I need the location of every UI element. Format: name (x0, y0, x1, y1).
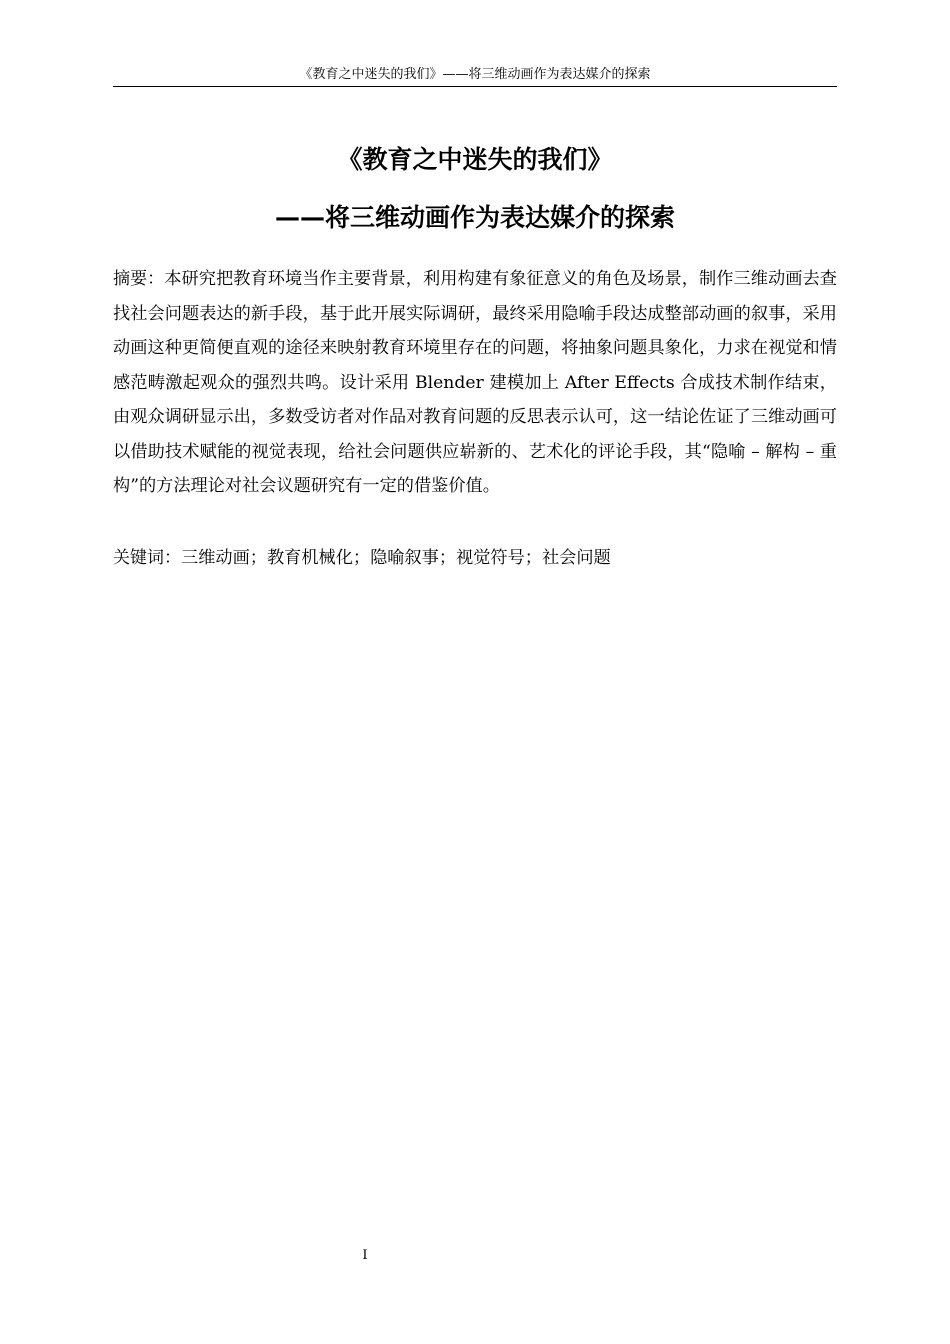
keywords-text: 三维动画；教育机械化；隐喻叙事；视觉符号；社会问题 (181, 548, 611, 568)
header-rule (113, 86, 837, 87)
page-number: I (362, 1248, 368, 1263)
running-header: 《教育之中迷失的我们》——将三维动画作为表达媒介的探索 (299, 67, 651, 82)
keywords-label: 关键词： (113, 548, 181, 568)
keywords-line (113, 543, 837, 573)
abstract-label: 摘要： (113, 269, 165, 289)
document-title: 《教育之中迷失的我们》 (337, 145, 613, 174)
abstract-paragraph (113, 262, 837, 504)
document-subtitle: ——将三维动画作为表达媒介的探索 (274, 203, 675, 232)
abstract-text: 本研究把教育环境当作主要背景，利用构建有象征意义的角色及场景，制作三维动画去查找社会问题表达的新手段，基于此开展实际调研，最终采用隐喻手段达成整部动画的叙事，采用动画这种更简便直观的途径来映射教育环境里存在的问题，将抽象问题具象化，力求在视觉和情感范畴激起观众的强烈共鸣。设计采用 Blender 建模加上 After Effects 合成技术制作结束，由观众调研显示出，多数受访者对作品对教育问题的反思表示认可，这一结论佐证了三维动画可以借助技术赋能的视觉表现，给社会问题供应崭新的、艺术化的评论手段，其“隐喻 – 解构 – 重构”的方法理论对社会议题研究有一定的借鉴价值。 (113, 269, 837, 496)
